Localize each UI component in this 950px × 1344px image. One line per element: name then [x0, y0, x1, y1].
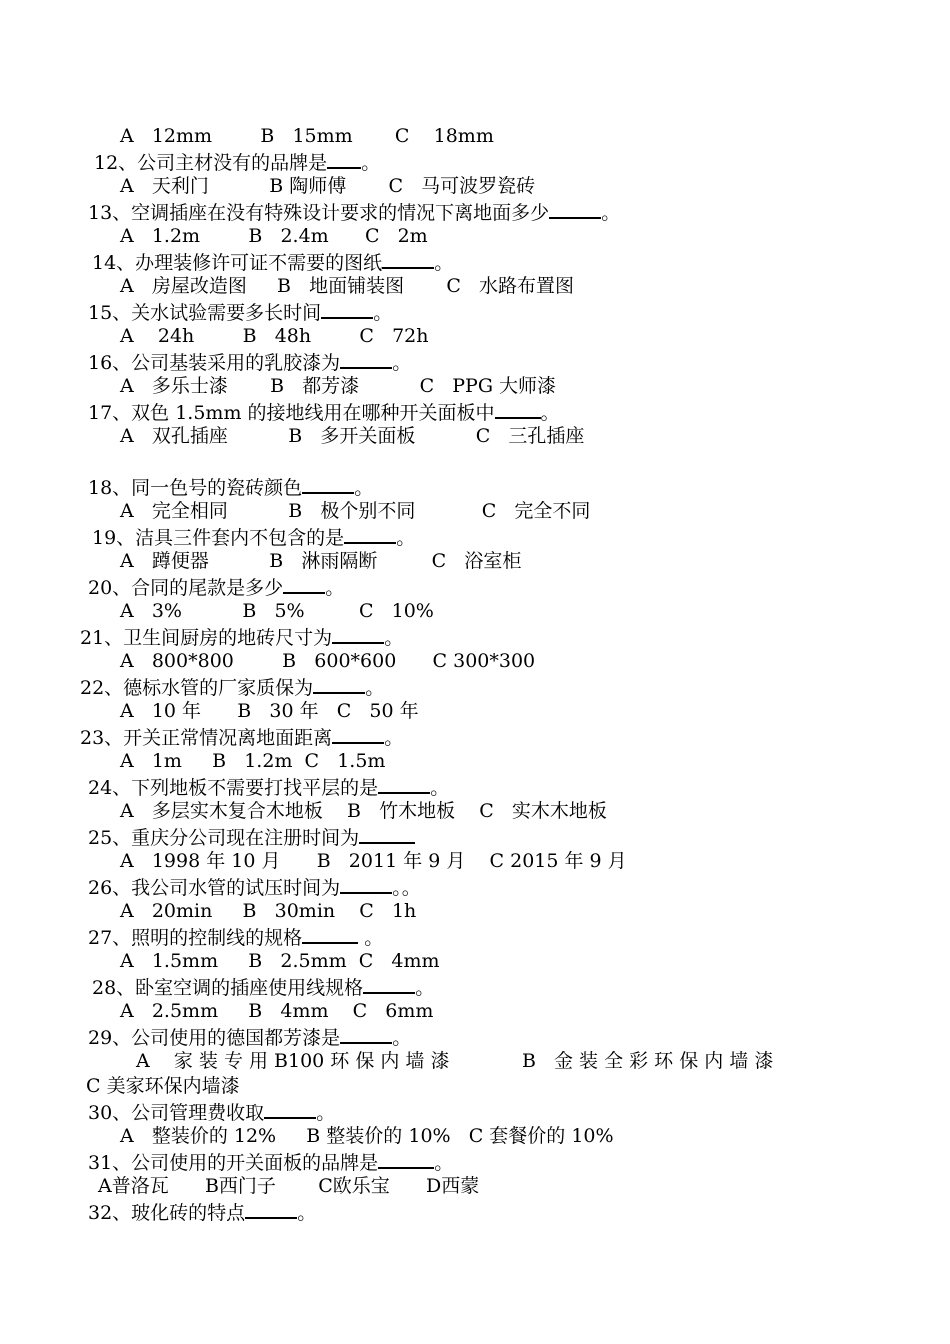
options-31: A普洛瓦 B西门子 C欧乐宝 D西蒙 — [98, 1175, 480, 1197]
options-17: A 双孔插座 B 多开关面板 C 三孔插座 — [120, 425, 585, 447]
question-text: 20、合同的尾款是多少 — [88, 577, 284, 599]
question-end: 。 — [434, 1152, 454, 1174]
question-13 — [88, 199, 620, 225]
question-end: 。 — [434, 252, 454, 274]
question-text: 27、照明的控制线的规格 — [88, 927, 303, 949]
question-end: 。 — [361, 152, 381, 174]
question-29 — [88, 1024, 411, 1050]
answer-blank — [363, 974, 415, 994]
question-end: 。 — [392, 1027, 412, 1049]
question-15 — [88, 299, 392, 325]
question-text: 24、下列地板不需要打找平层的是 — [88, 777, 379, 799]
answer-blank — [332, 624, 384, 644]
options-29-continued: C 美家环保内墙漆 — [86, 1075, 240, 1097]
question-text: 31、公司使用的开关面板的品牌是 — [88, 1152, 379, 1174]
answer-blank — [302, 474, 354, 494]
options-30: A 整装价的 12% B 整装价的 10% C 套餐价的 10% — [120, 1125, 614, 1147]
options-20: A 3% B 5% C 10% — [120, 600, 434, 622]
question-end: 。 — [430, 777, 450, 799]
question-text: 12、公司主材没有的品牌是 — [94, 152, 328, 174]
question-25 — [88, 824, 415, 850]
question-end: 。 — [415, 977, 435, 999]
answer-blank — [321, 299, 373, 319]
question-text: 23、开关正常情况离地面距离 — [80, 727, 333, 749]
question-23 — [80, 724, 403, 750]
answer-blank — [340, 349, 392, 369]
question-12 — [94, 149, 380, 175]
options-15: A 24h B 48h C 72h — [120, 325, 429, 347]
answer-blank — [332, 724, 384, 744]
question-end: 。 — [396, 527, 416, 549]
question-21 — [80, 624, 403, 650]
question-text: 25、重庆分公司现在注册时间为 — [88, 827, 360, 849]
answer-blank — [340, 1024, 392, 1044]
question-end: 。 — [384, 627, 404, 649]
question-text: 28、卧室空调的插座使用线规格 — [92, 977, 364, 999]
answer-blank — [327, 149, 361, 169]
answer-blank — [340, 874, 392, 894]
answer-blank — [313, 674, 365, 694]
answer-blank — [382, 249, 434, 269]
question-text: 32、玻化砖的特点 — [88, 1202, 246, 1224]
question-end: 。 — [358, 927, 384, 949]
question-text: 16、公司基装采用的乳胶漆为 — [88, 352, 341, 374]
question-end: 。 — [316, 1102, 336, 1124]
question-text: 22、德标水管的厂家质保为 — [80, 677, 314, 699]
question-end: 。 — [392, 352, 412, 374]
answer-blank — [245, 1199, 297, 1219]
question-end: 。 — [601, 202, 621, 224]
answer-blank — [378, 774, 430, 794]
answer-blank — [495, 399, 541, 419]
question-end: 。 — [540, 402, 560, 424]
options-29: A 家 装 专 用 B100 环 保 内 墙 漆 B 金 装 全 彩 环 保 内 墙 漆 — [136, 1050, 774, 1072]
question-text: 21、卫生间厨房的地砖尺寸为 — [80, 627, 333, 649]
answer-blank — [283, 574, 325, 594]
question-20 — [88, 574, 344, 600]
question-end: 。 — [297, 1202, 317, 1224]
question-end: 。 — [354, 477, 374, 499]
question-28 — [92, 974, 434, 1000]
answer-blank — [378, 1149, 434, 1169]
question-text: 29、公司使用的德国都芳漆是 — [88, 1027, 341, 1049]
question-17 — [88, 399, 560, 425]
options-16: A 多乐士漆 B 都芳漆 C PPG 大师漆 — [120, 375, 557, 397]
question-30 — [88, 1099, 335, 1125]
question-end: 。 — [365, 677, 385, 699]
question-text: 30、公司管理费收取 — [88, 1102, 265, 1124]
question-text: 18、同一色号的瓷砖颜色 — [88, 477, 303, 499]
options-12: A 天利门 B 陶师傅 C 马可波罗瓷砖 — [120, 175, 536, 197]
question-27 — [88, 924, 383, 950]
options-11: A 12mm B 15mm C 18mm — [120, 125, 494, 147]
answer-blank — [344, 524, 396, 544]
options-25: A 1998 年 10 月 B 2011 年 9 月 C 2015 年 9 月 — [120, 850, 627, 872]
options-23: A 1m B 1.2m C 1.5m — [120, 750, 386, 772]
answer-blank — [302, 924, 358, 944]
options-24: A 多层实木复合木地板 B 竹木地板 C 实木木地板 — [120, 800, 607, 822]
options-18: A 完全相同 B 极个别不同 C 完全不同 — [120, 500, 591, 522]
options-22: A 10 年 B 30 年 C 50 年 — [120, 700, 419, 722]
question-22 — [80, 674, 384, 700]
question-end: 。 — [325, 577, 345, 599]
question-32 — [88, 1199, 316, 1225]
options-28: A 2.5mm B 4mm C 6mm — [120, 1000, 434, 1022]
question-text: 17、双色 1.5mm 的接地线用在哪种开关面板中 — [88, 402, 495, 424]
options-27: A 1.5mm B 2.5mm C 4mm — [120, 950, 440, 972]
question-text: 19、洁具三件套内不包含的是 — [92, 527, 345, 549]
question-text: 26、我公司水管的试压时间为 — [88, 877, 341, 899]
answer-blank — [549, 199, 601, 219]
options-26: A 20min B 30min C 1h — [120, 900, 417, 922]
question-end: 。 — [384, 727, 404, 749]
question-end: 。 — [373, 302, 393, 324]
question-26 — [88, 874, 421, 900]
question-text: 15、关水试验需要多长时间 — [88, 302, 322, 324]
question-14 — [92, 249, 453, 275]
options-21: A 800*800 B 600*600 C 300*300 — [120, 650, 536, 672]
answer-blank — [264, 1099, 316, 1119]
question-24 — [88, 774, 449, 800]
options-19: A 蹲便器 B 淋雨隔断 C 浴室柜 — [120, 550, 522, 572]
question-31 — [88, 1149, 453, 1175]
question-end: 。。 — [392, 877, 421, 899]
question-19 — [92, 524, 415, 550]
options-14: A 房屋改造图 B 地面铺装图 C 水路布置图 — [120, 275, 575, 297]
question-18 — [88, 474, 373, 500]
question-text: 13、空调插座在没有特殊设计要求的情况下离地面多少 — [88, 202, 550, 224]
question-16 — [88, 349, 411, 375]
question-text: 14、办理装修许可证不需要的图纸 — [92, 252, 383, 274]
options-13: A 1.2m B 2.4m C 2m — [120, 225, 428, 247]
answer-blank — [359, 824, 415, 844]
